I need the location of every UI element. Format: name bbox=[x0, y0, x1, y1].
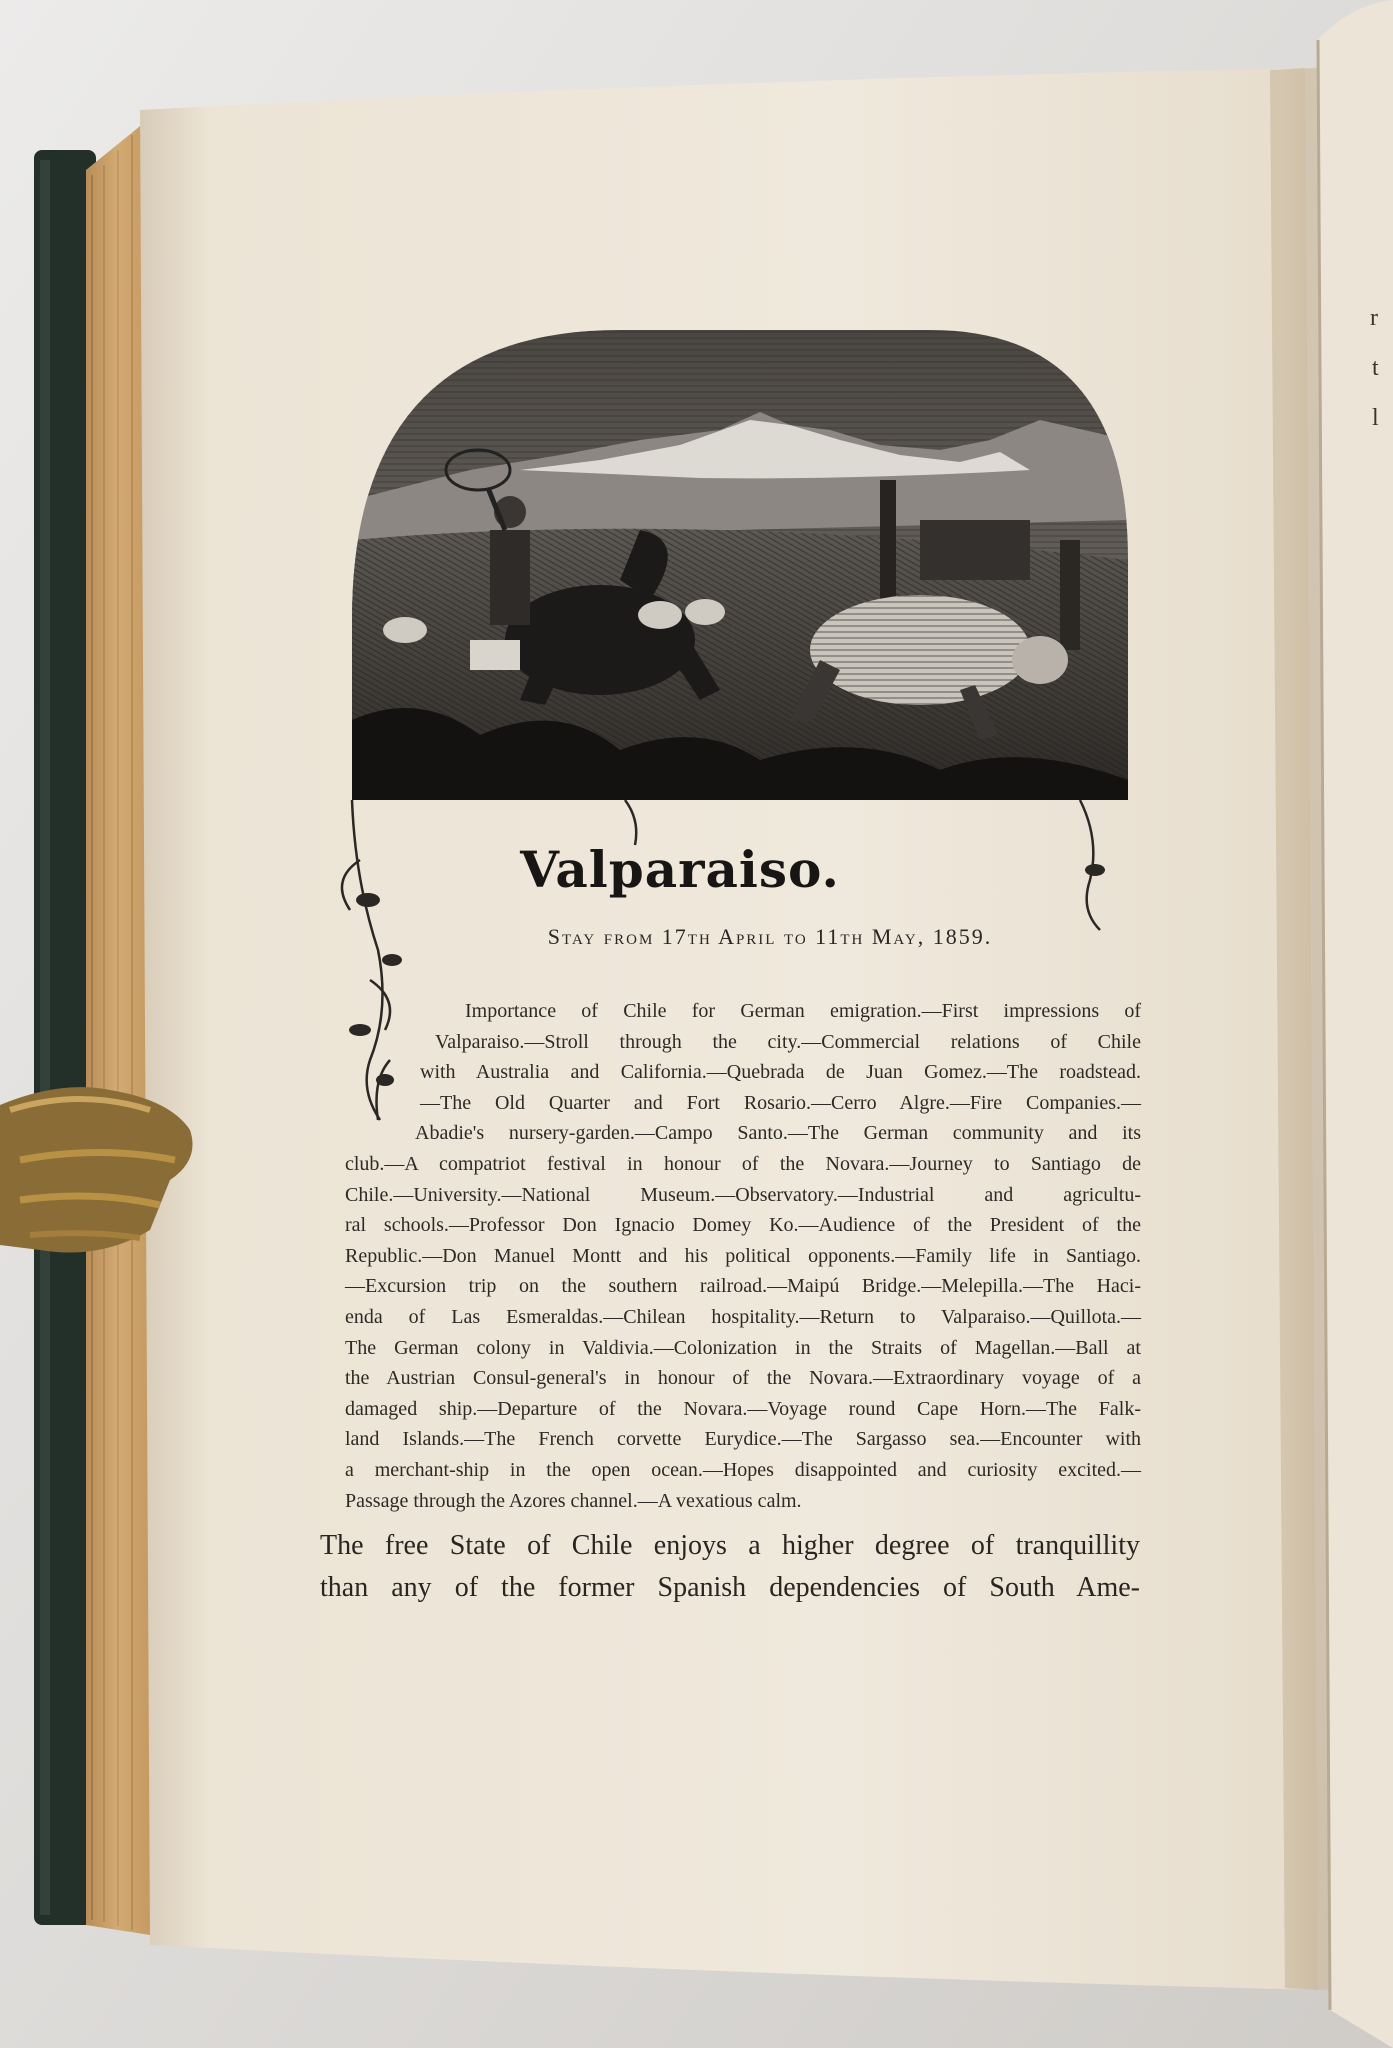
synopsis-line: Abadie's nursery-garden.—Campo Santo.—The German community and its bbox=[415, 1122, 1141, 1145]
synopsis-line: club.—A compatriot festival in honour of the Novara.—Journey to Santiago de bbox=[345, 1152, 1141, 1175]
chapter-synopsis bbox=[345, 996, 1141, 1516]
engraving-illustration bbox=[352, 330, 1128, 800]
synopsis-line: ral schools.—Professor Don Ignacio Domey Ko.—Audience of the President of the bbox=[345, 1214, 1141, 1237]
facing-page-char: r bbox=[1370, 305, 1378, 331]
synopsis-line: Republic.—Don Manuel Montt and his political opponents.—Family life in Santiago. bbox=[345, 1244, 1141, 1267]
chapter-title: Valparaiso. bbox=[520, 840, 840, 899]
synopsis-line: —The Old Quarter and Fort Rosario.—Cerro Algre.—Fire Companies.— bbox=[420, 1091, 1141, 1114]
synopsis-line: enda of Las Esmeraldas.—Chilean hospitality.—Return to Valparaiso.—Quillota.— bbox=[345, 1305, 1141, 1328]
synopsis-line: Passage through the Azores channel.—A vexatious calm. bbox=[345, 1489, 802, 1512]
body-line: than any of the former Spanish dependencies of South Ame- bbox=[320, 1572, 1140, 1603]
stay-date-line: Stay from 17th April to 11th May, 1859. bbox=[547, 924, 993, 949]
synopsis-line: a merchant-ship in the open ocean.—Hopes disappointed and curiosity excited.— bbox=[345, 1458, 1141, 1481]
synopsis-line: land Islands.—The French corvette Eurydice.—The Sargasso sea.—Encounter with bbox=[345, 1428, 1141, 1451]
synopsis-line: Chile.—University.—National Museum.—Observatory.—Industrial and agricultu- bbox=[345, 1183, 1141, 1206]
synopsis-line: Valparaiso.—Stroll through the city.—Commercial relations of Chile bbox=[435, 1030, 1141, 1053]
body-line: The free State of Chile enjoys a higher degree of tranquillity bbox=[320, 1530, 1140, 1561]
facing-page-char: t bbox=[1372, 355, 1379, 381]
synopsis-line: with Australia and California.—Quebrada de Juan Gomez.—The roadstead. bbox=[420, 1061, 1141, 1084]
synopsis-line: Importance of Chile for German emigration.—First impressions of bbox=[465, 1000, 1141, 1022]
synopsis-line: The German colony in Valdivia.—Colonization in the Straits of Magellan.—Ball at bbox=[345, 1336, 1141, 1359]
synopsis-line: —Excursion trip on the southern railroad.—Maipú Bridge.—Melepilla.—The Haci- bbox=[345, 1275, 1141, 1298]
synopsis-line: the Austrian Consul-general's in honour of the Novara.—Extraordinary voyage of a bbox=[345, 1367, 1141, 1390]
synopsis-line: damaged ship.—Departure of the Novara.—Voyage round Cape Horn.—The Falk- bbox=[345, 1397, 1141, 1420]
body-text bbox=[320, 1525, 1140, 1609]
facing-page-char: l bbox=[1372, 405, 1379, 431]
